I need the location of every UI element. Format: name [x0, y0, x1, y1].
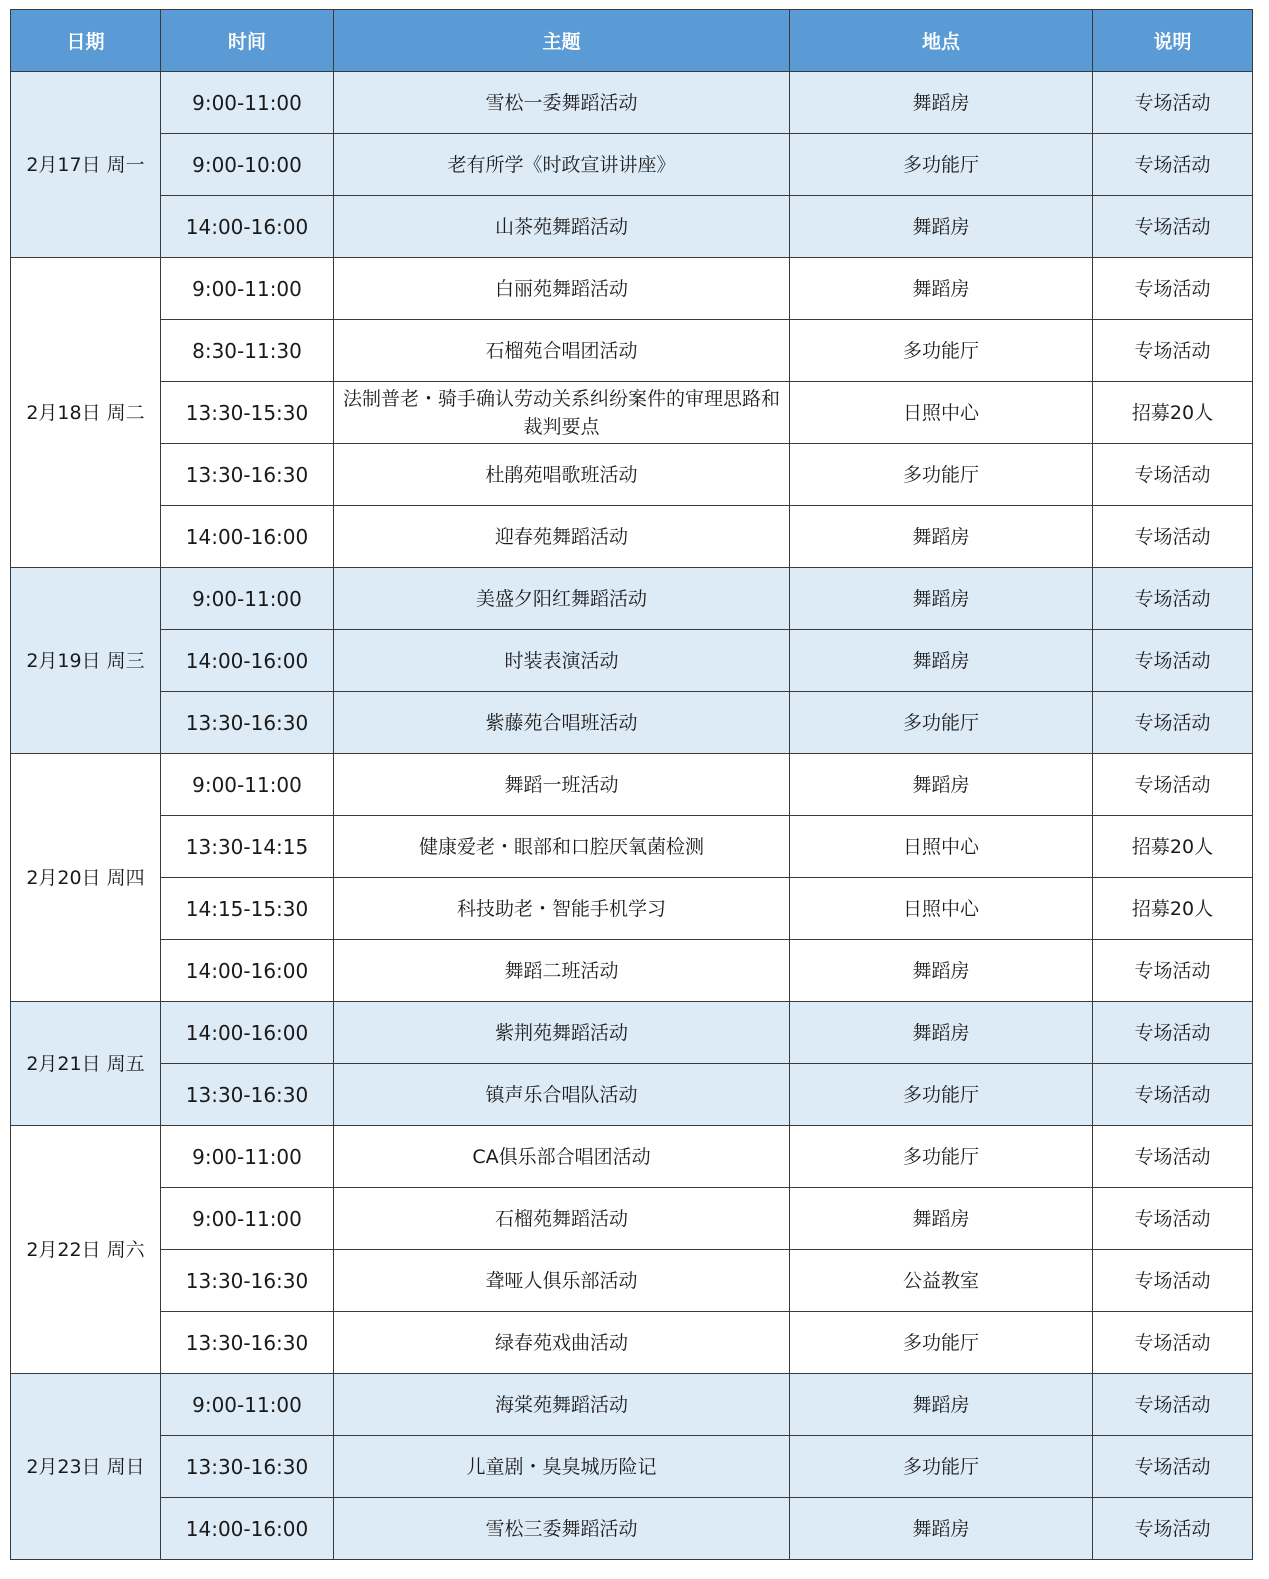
note-cell: 专场活动 [1093, 320, 1253, 382]
table-row [11, 1002, 1253, 1064]
table-row [11, 568, 1253, 630]
note-cell: 专场活动 [1093, 72, 1253, 134]
topic-cell: 时装表演活动 [334, 630, 790, 692]
time-cell: 13:30-16:30 [161, 444, 334, 506]
date-cell: 2月23日 周日 [11, 1374, 161, 1560]
note-cell: 招募20人 [1093, 382, 1253, 444]
table-row [11, 630, 1253, 692]
table-row [11, 258, 1253, 320]
note-cell: 专场活动 [1093, 1064, 1253, 1126]
topic-cell: 美盛夕阳红舞蹈活动 [334, 568, 790, 630]
topic-cell: 紫藤苑合唱班活动 [334, 692, 790, 754]
table-row [11, 1188, 1253, 1250]
time-cell: 9:00-11:00 [161, 1126, 334, 1188]
note-cell: 专场活动 [1093, 1250, 1253, 1312]
time-cell: 13:30-16:30 [161, 1064, 334, 1126]
location-cell: 舞蹈房 [790, 1374, 1093, 1436]
table-row [11, 196, 1253, 258]
topic-cell: 法制普老・骑手确认劳动关系纠纷案件的审理思路和裁判要点 [334, 382, 790, 444]
location-cell: 多功能厅 [790, 1312, 1093, 1374]
table-row [11, 692, 1253, 754]
location-cell: 多功能厅 [790, 320, 1093, 382]
topic-cell: CA俱乐部合唱团活动 [334, 1126, 790, 1188]
location-cell: 多功能厅 [790, 1064, 1093, 1126]
time-cell: 9:00-11:00 [161, 72, 334, 134]
topic-cell: 杜鹃苑唱歌班活动 [334, 444, 790, 506]
topic-cell: 紫荆苑舞蹈活动 [334, 1002, 790, 1064]
time-cell: 8:30-11:30 [161, 320, 334, 382]
note-cell: 专场活动 [1093, 1436, 1253, 1498]
topic-cell: 舞蹈二班活动 [334, 940, 790, 1002]
time-cell: 14:00-16:00 [161, 506, 334, 568]
note-cell: 招募20人 [1093, 816, 1253, 878]
table-row [11, 72, 1253, 134]
note-cell: 专场活动 [1093, 754, 1253, 816]
table-row [11, 1374, 1253, 1436]
location-cell: 舞蹈房 [790, 1188, 1093, 1250]
location-cell: 舞蹈房 [790, 506, 1093, 568]
note-cell: 专场活动 [1093, 134, 1253, 196]
date-cell: 2月18日 周二 [11, 258, 161, 568]
header-time: 时间 [161, 10, 334, 72]
note-cell: 专场活动 [1093, 1188, 1253, 1250]
time-cell: 14:00-16:00 [161, 1002, 334, 1064]
time-cell: 9:00-11:00 [161, 1374, 334, 1436]
location-cell: 日照中心 [790, 816, 1093, 878]
topic-cell: 绿春苑戏曲活动 [334, 1312, 790, 1374]
table-header [11, 10, 1253, 72]
note-cell: 招募20人 [1093, 878, 1253, 940]
note-cell: 专场活动 [1093, 1312, 1253, 1374]
location-cell: 舞蹈房 [790, 1498, 1093, 1560]
topic-cell: 老有所学《时政宣讲讲座》 [334, 134, 790, 196]
note-cell: 专场活动 [1093, 258, 1253, 320]
table-row [11, 1312, 1253, 1374]
topic-cell: 石榴苑合唱团活动 [334, 320, 790, 382]
location-cell: 多功能厅 [790, 692, 1093, 754]
date-cell: 2月22日 周六 [11, 1126, 161, 1374]
table-row [11, 1126, 1253, 1188]
location-cell: 舞蹈房 [790, 940, 1093, 1002]
time-cell: 9:00-11:00 [161, 258, 334, 320]
table-row [11, 444, 1253, 506]
header-topic: 主题 [334, 10, 790, 72]
table-row [11, 320, 1253, 382]
table-row [11, 940, 1253, 1002]
topic-cell: 科技助老・智能手机学习 [334, 878, 790, 940]
topic-cell: 聋哑人俱乐部活动 [334, 1250, 790, 1312]
header-note: 说明 [1093, 10, 1253, 72]
note-cell: 专场活动 [1093, 1002, 1253, 1064]
topic-cell: 雪松三委舞蹈活动 [334, 1498, 790, 1560]
time-cell: 14:00-16:00 [161, 196, 334, 258]
note-cell: 专场活动 [1093, 940, 1253, 1002]
table-row [11, 506, 1253, 568]
time-cell: 9:00-11:00 [161, 568, 334, 630]
time-cell: 14:00-16:00 [161, 630, 334, 692]
note-cell: 专场活动 [1093, 444, 1253, 506]
location-cell: 舞蹈房 [790, 568, 1093, 630]
topic-cell: 山茶苑舞蹈活动 [334, 196, 790, 258]
location-cell: 公益教室 [790, 1250, 1093, 1312]
time-cell: 13:30-16:30 [161, 1312, 334, 1374]
location-cell: 舞蹈房 [790, 754, 1093, 816]
date-cell: 2月21日 周五 [11, 1002, 161, 1126]
location-cell: 日照中心 [790, 382, 1093, 444]
note-cell: 专场活动 [1093, 1374, 1253, 1436]
topic-cell: 镇声乐合唱队活动 [334, 1064, 790, 1126]
note-cell: 专场活动 [1093, 196, 1253, 258]
time-cell: 13:30-15:30 [161, 382, 334, 444]
table-row [11, 1436, 1253, 1498]
location-cell: 多功能厅 [790, 1126, 1093, 1188]
note-cell: 专场活动 [1093, 692, 1253, 754]
note-cell: 专场活动 [1093, 1498, 1253, 1560]
table-row [11, 382, 1253, 444]
time-cell: 13:30-16:30 [161, 692, 334, 754]
schedule-table [10, 9, 1253, 1560]
header-date: 日期 [11, 10, 161, 72]
location-cell: 舞蹈房 [790, 630, 1093, 692]
date-cell: 2月20日 周四 [11, 754, 161, 1002]
topic-cell: 健康爱老・眼部和口腔厌氧菌检测 [334, 816, 790, 878]
location-cell: 多功能厅 [790, 134, 1093, 196]
table-row [11, 1250, 1253, 1312]
table-body [11, 72, 1253, 1560]
table-row [11, 134, 1253, 196]
time-cell: 14:15-15:30 [161, 878, 334, 940]
time-cell: 14:00-16:00 [161, 1498, 334, 1560]
topic-cell: 海棠苑舞蹈活动 [334, 1374, 790, 1436]
topic-cell: 儿童剧・臭臭城历险记 [334, 1436, 790, 1498]
topic-cell: 雪松一委舞蹈活动 [334, 72, 790, 134]
note-cell: 专场活动 [1093, 506, 1253, 568]
topic-cell: 白丽苑舞蹈活动 [334, 258, 790, 320]
date-cell: 2月19日 周三 [11, 568, 161, 754]
location-cell: 舞蹈房 [790, 1002, 1093, 1064]
time-cell: 13:30-16:30 [161, 1436, 334, 1498]
topic-cell: 舞蹈一班活动 [334, 754, 790, 816]
time-cell: 9:00-11:00 [161, 754, 334, 816]
header-location: 地点 [790, 10, 1093, 72]
time-cell: 13:30-14:15 [161, 816, 334, 878]
location-cell: 舞蹈房 [790, 258, 1093, 320]
topic-cell: 迎春苑舞蹈活动 [334, 506, 790, 568]
table-row [11, 878, 1253, 940]
table-row [11, 1064, 1253, 1126]
table-row [11, 816, 1253, 878]
date-cell: 2月17日 周一 [11, 72, 161, 258]
time-cell: 13:30-16:30 [161, 1250, 334, 1312]
note-cell: 专场活动 [1093, 630, 1253, 692]
table-row [11, 754, 1253, 816]
table-row [11, 1498, 1253, 1560]
location-cell: 多功能厅 [790, 444, 1093, 506]
location-cell: 舞蹈房 [790, 72, 1093, 134]
header-row [11, 10, 1253, 72]
time-cell: 14:00-16:00 [161, 940, 334, 1002]
topic-cell: 石榴苑舞蹈活动 [334, 1188, 790, 1250]
time-cell: 9:00-11:00 [161, 1188, 334, 1250]
note-cell: 专场活动 [1093, 568, 1253, 630]
location-cell: 多功能厅 [790, 1436, 1093, 1498]
location-cell: 日照中心 [790, 878, 1093, 940]
location-cell: 舞蹈房 [790, 196, 1093, 258]
time-cell: 9:00-10:00 [161, 134, 334, 196]
note-cell: 专场活动 [1093, 1126, 1253, 1188]
